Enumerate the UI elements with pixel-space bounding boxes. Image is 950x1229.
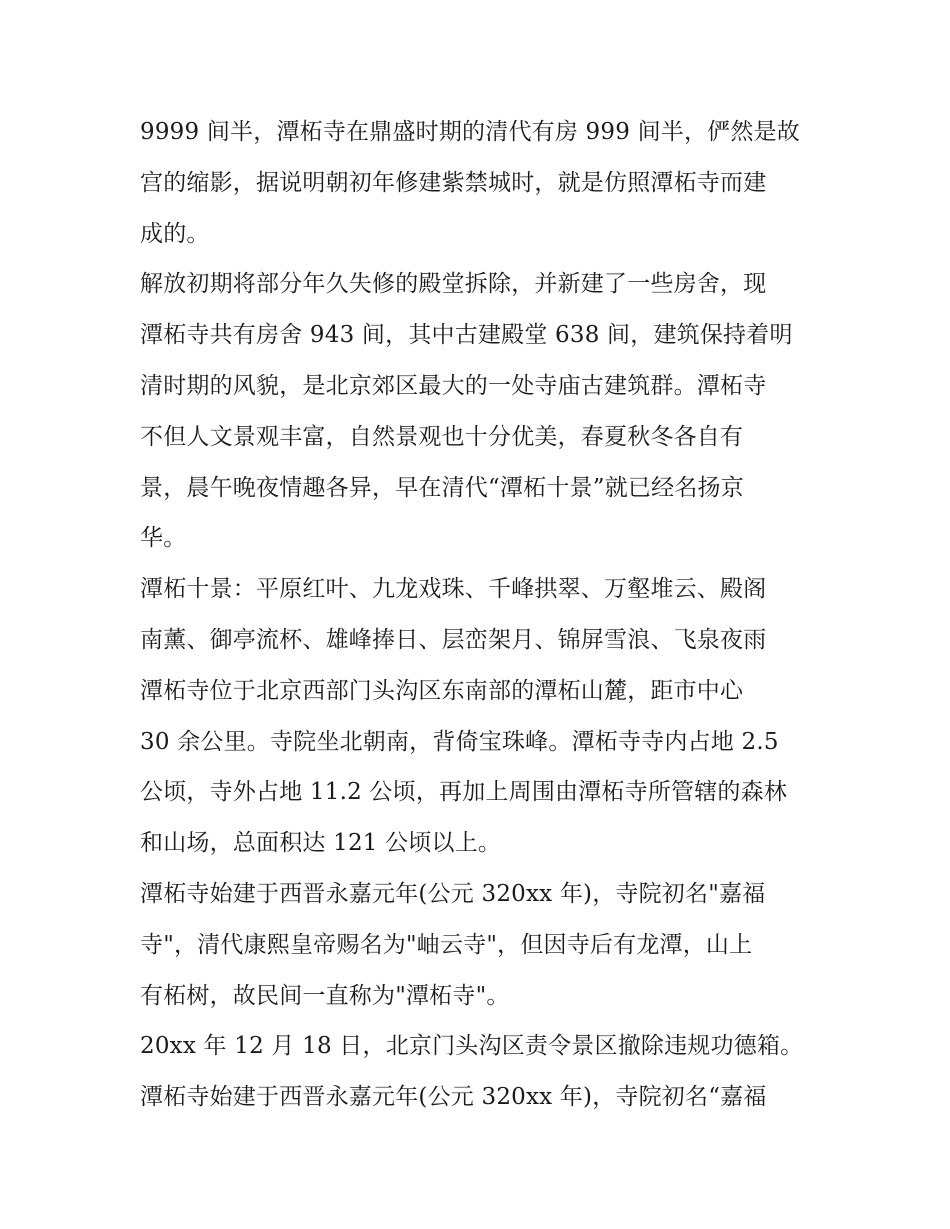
text-line: 成的。 xyxy=(140,220,210,247)
text-line: 华。 xyxy=(140,525,187,552)
text-line: 宫的缩影，据说明朝初年修建紫禁城时，就是仿照潭柘寺而建 xyxy=(140,169,767,196)
text-line: 潭柘寺位于北京西部门头沟区东南部的潭柘山麓，距市中心 xyxy=(140,677,744,704)
text-line: 不但人文景观丰富，自然景观也十分优美，春夏秋冬各自有 xyxy=(140,423,744,450)
text-line: 景，晨午晚夜情趣各异，早在清代“潭柘十景”就已经名扬京 xyxy=(140,474,744,501)
text-line: 潭柘十景：平原红叶、九龙戏珠、千峰拱翠、万壑堆云、殿阁 xyxy=(140,576,767,603)
text-line: 清时期的风貌，是北京郊区最大的一处寺庙古建筑群。潭柘寺 xyxy=(140,372,767,399)
text-line: 公顷，寺外占地 11.2 公顷，再加上周围由潭柘寺所管辖的森林 xyxy=(140,779,788,806)
text-line: 9999 间半，潭柘寺在鼎盛时期的清代有房 999 间半，俨然是故 xyxy=(140,119,800,145)
text-line: 南薰、御亭流杯、雄峰捧日、层峦架月、锦屏雪浪、飞泉夜雨 xyxy=(140,626,767,653)
text-line: 解放初期将部分年久失修的殿堂拆除，并新建了一些房舍，现 xyxy=(140,271,767,298)
text-line: 潭柘寺共有房舍 943 间，其中古建殿堂 638 间，建筑保持着明 xyxy=(140,322,793,349)
text-line: 和山场，总面积达 121 公顷以上。 xyxy=(140,830,502,857)
text-line: 20xx 年 12 月 18 日，北京门头沟区责令景区撤除违规功德箱。 xyxy=(140,1033,804,1060)
text-line: 潭柘寺始建于西晋永嘉元年(公元 320xx 年)，寺院初名“嘉福 xyxy=(140,1084,767,1111)
text-line: 有柘树，故民间一直称为"潭柘寺"。 xyxy=(140,982,510,1009)
text-line: 寺"，清代康熙皇帝赐名为"岫云寺"，但因寺后有龙潭，山上 xyxy=(140,931,753,958)
text-line: 30 余公里。寺院坐北朝南，背倚宝珠峰。潭柘寺寺内占地 2.5 xyxy=(140,728,779,755)
body-text xyxy=(140,107,820,1123)
text-line: 潭柘寺始建于西晋永嘉元年(公元 320xx 年)，寺院初名"嘉福 xyxy=(140,880,766,907)
